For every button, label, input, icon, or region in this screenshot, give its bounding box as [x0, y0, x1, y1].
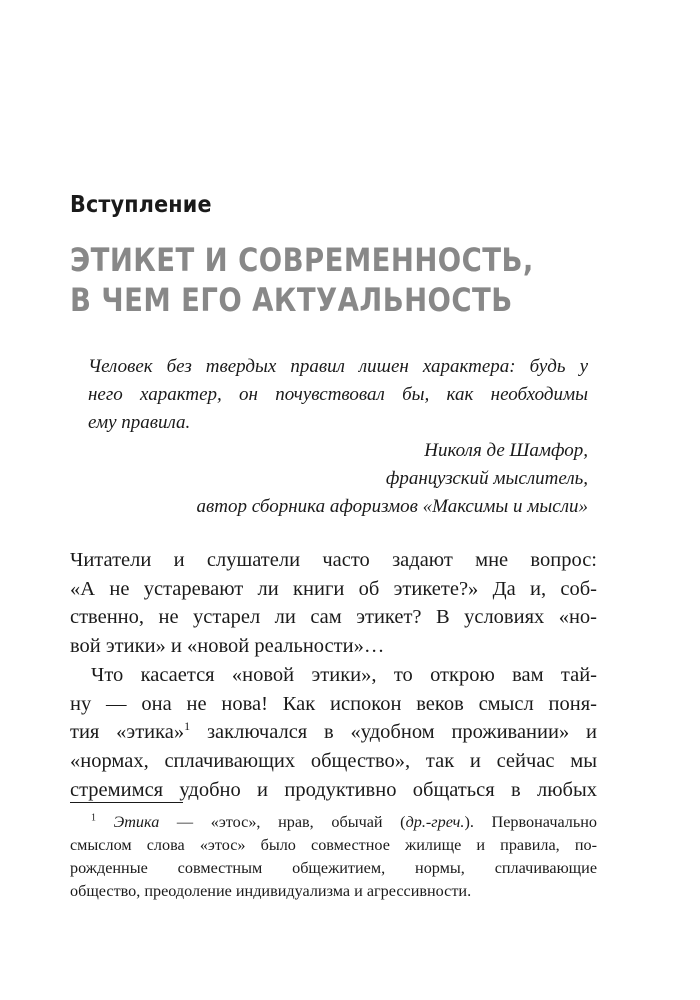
chapter-title	[70, 240, 534, 320]
footnote-line: общество, преодоление индивидуализма и агрессивности.	[70, 882, 472, 900]
footnote-text-segment: ). Первоначально	[464, 813, 597, 831]
footnote-line: рожденные совместным общежитием, нормы, сплачивающие	[70, 859, 597, 877]
epigraph-line: него характер, он почувствовал бы, как необходимы	[88, 384, 588, 405]
footnote-text-segment: — «этос», нрав, обычай (	[159, 813, 406, 831]
body-line: ственно, не устарел ли сам этикет? В условиях «но-	[70, 606, 597, 629]
epigraph-author-role: французский мыслитель,	[385, 468, 588, 489]
footnote-reference[interactable]: 1	[184, 719, 191, 734]
body-line: стремимся удобно и продуктивно общаться в любых	[70, 778, 597, 801]
body-line: Читатели и слушатели часто задают мне вопрос:	[70, 549, 597, 571]
body-line: ну — она не нова! Как испокон веков смысл поня-	[70, 692, 597, 715]
chapter-title-line-2: В ЧЕМ ЕГО АКТУАЛЬНОСТЬ	[70, 281, 513, 319]
body-line: «нормах, сплачивающих общество», так и сейчас мы	[70, 749, 597, 772]
body-text-segment: заключался в «удобном проживании» и	[190, 721, 597, 744]
section-label: Вступление	[70, 192, 212, 218]
body-text-segment: тия «этика»	[70, 721, 185, 744]
footnote-marker: 1	[91, 812, 96, 824]
footnote-language: др.-греч.	[405, 813, 465, 831]
epigraph	[88, 353, 588, 521]
epigraph-line: Человек без твердых правил лишен характера: будь у	[88, 356, 588, 377]
footnote-divider	[70, 802, 183, 803]
body-text	[70, 546, 597, 804]
body-line: «А не устаревают ли книги об этикете?» Да и, соб-	[70, 577, 597, 600]
footnote-line: смыслом слова «этос» было совместное жилище и правила, по-	[70, 836, 597, 854]
epigraph-line: ему правила.	[88, 412, 191, 433]
epigraph-author: Николя де Шамфор,	[424, 440, 588, 461]
body-line-with-footnote-ref	[70, 718, 597, 747]
footnote	[70, 811, 597, 903]
footnote-term: Этика	[113, 813, 160, 831]
body-line: Что касается «новой этики», то открою вам тай-	[91, 663, 597, 686]
body-line: вой этики» и «новой реальности»…	[70, 635, 385, 658]
chapter-title-line-1: ЭТИКЕТ И СОВРЕМЕННОСТЬ,	[70, 241, 534, 279]
epigraph-author-work: автор сборника афоризмов «Максимы и мысли»	[196, 496, 588, 517]
footnote-line	[70, 811, 597, 834]
